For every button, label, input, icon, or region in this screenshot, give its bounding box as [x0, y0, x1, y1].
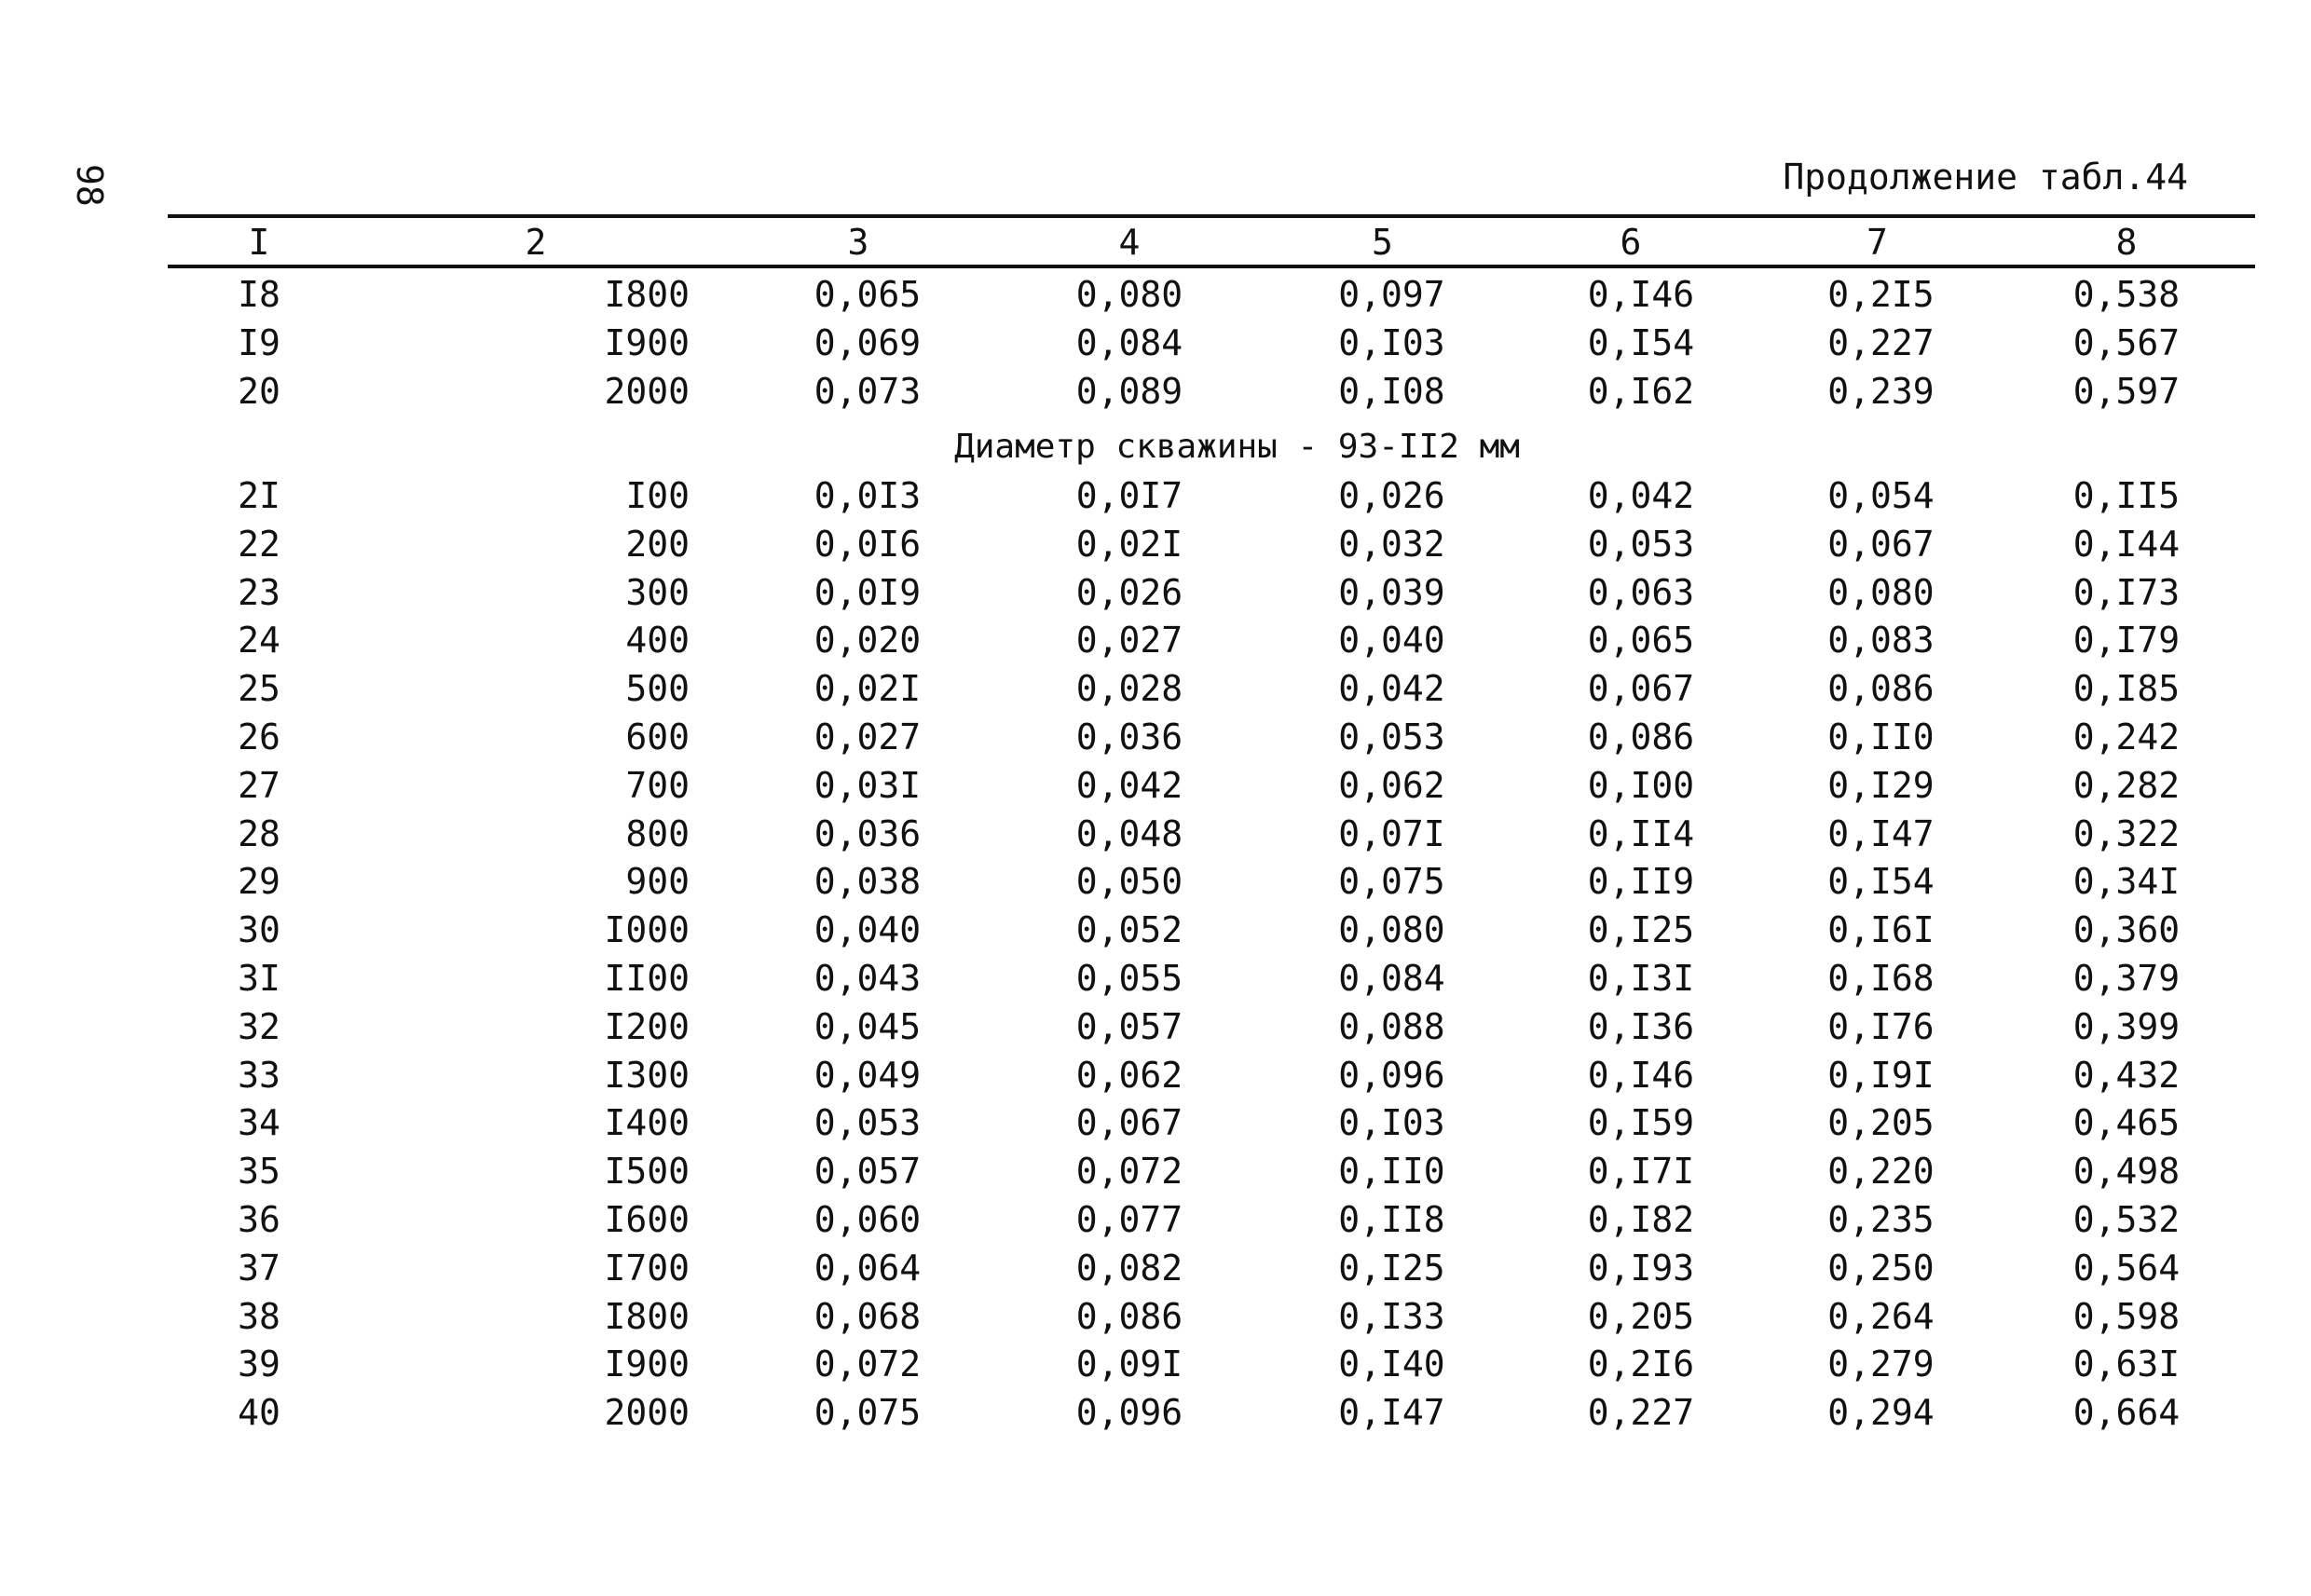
table-cell: 0,279	[1827, 1344, 1935, 1385]
table-cell: 500	[625, 668, 690, 710]
table-cell: 28	[238, 812, 280, 854]
table-row	[168, 1051, 2255, 1099]
table-cell: 20	[238, 370, 280, 412]
table-cell: 0,042	[1338, 668, 1445, 710]
table-cell: 0,097	[1338, 274, 1445, 315]
table-cell: 0,II9	[1587, 861, 1695, 903]
table-cell: 0,096	[1338, 1054, 1445, 1096]
column-header: 7	[1867, 222, 1888, 263]
table-cell: 0,I36	[1587, 1005, 1695, 1047]
table-row	[168, 568, 2255, 617]
table-cell: 0,053	[1338, 716, 1445, 757]
table-cell: 0,227	[1827, 321, 1935, 363]
table-cell: 0,080	[1075, 274, 1183, 315]
table-cell: 0,I29	[1827, 764, 1935, 806]
table-cell: 0,0I7	[1075, 475, 1183, 516]
table-cell: 0,322	[2072, 812, 2181, 854]
table-cell: 0,068	[814, 1295, 922, 1337]
table-row	[168, 857, 2255, 906]
table-cell: 0,063	[1587, 571, 1695, 613]
table-cell: 0,205	[1587, 1295, 1695, 1337]
table-cell: 0,084	[1338, 958, 1445, 999]
table-row	[168, 319, 2255, 367]
table-cell: 0,465	[2072, 1102, 2181, 1144]
table-cell: 0,II0	[1338, 1151, 1445, 1193]
table-cell: 0,053	[814, 1102, 922, 1144]
table-cell: 0,II4	[1587, 812, 1695, 854]
table-cell: 0,498	[2072, 1151, 2181, 1193]
table-cell: I900	[604, 321, 690, 363]
table-cell: 0,I33	[1338, 1295, 1445, 1337]
table-cell: 0,II5	[2072, 475, 2181, 516]
table-cell: 0,360	[2072, 909, 2181, 951]
table-cell: 0,432	[2072, 1054, 2181, 1096]
table-cell: 0,036	[814, 812, 922, 854]
table-cell: 0,264	[1827, 1295, 1935, 1337]
table-cell: 0,0I6	[814, 523, 922, 565]
table-row	[168, 713, 2255, 761]
table-row	[168, 471, 2255, 520]
table-cell: 0,I73	[2072, 571, 2181, 613]
table-cell: I800	[604, 1295, 690, 1337]
table-cell: 0,062	[1075, 1054, 1183, 1096]
table-cell: 0,083	[1827, 620, 1935, 662]
table-cell: 0,379	[2072, 958, 2181, 999]
table-cell: 0,020	[814, 620, 922, 662]
table-cell: 24	[238, 620, 280, 662]
column-header: I	[248, 222, 270, 263]
table-cell: 27	[238, 764, 280, 806]
column-header: 8	[2115, 222, 2138, 263]
table-cell: 300	[625, 571, 690, 613]
column-header: 5	[1372, 222, 1393, 263]
table-row	[168, 520, 2255, 568]
table-cell: 0,227	[1587, 1392, 1695, 1434]
table-cell: 0,I62	[1587, 370, 1695, 412]
table-cell: 800	[625, 812, 690, 854]
table-cell: 26	[238, 716, 280, 757]
table-cell: 0,086	[1827, 668, 1935, 710]
table-cell: 34	[238, 1102, 280, 1144]
table-cell: 0,I54	[1587, 321, 1695, 363]
table-cell: 0,084	[1075, 321, 1183, 363]
table-cell: 0,I44	[2072, 523, 2181, 565]
table-cell: 0,03I	[814, 764, 922, 806]
table-cell: 0,I03	[1338, 1102, 1445, 1144]
table-cell: 0,042	[1587, 475, 1695, 516]
table-cell: 37	[238, 1247, 280, 1289]
table-cell: I000	[604, 909, 690, 951]
table-cell: 0,057	[1075, 1005, 1183, 1047]
table-cell: 0,239	[1827, 370, 1935, 412]
table-row	[168, 761, 2255, 810]
table-cell: 0,075	[814, 1392, 922, 1434]
table-cell: 0,088	[1338, 1005, 1445, 1047]
table-cell: 0,072	[814, 1344, 922, 1385]
table-cell: I400	[604, 1102, 690, 1144]
table-cell: 0,036	[1075, 716, 1183, 757]
table-cell: 23	[238, 571, 280, 613]
table-cell: 0,045	[814, 1005, 922, 1047]
table-cell: 0,250	[1827, 1247, 1935, 1289]
table-cell: 0,073	[814, 370, 922, 412]
table-cell: I300	[604, 1054, 690, 1096]
table-cell: 0,399	[2072, 1005, 2181, 1047]
table-cell: 0,089	[1075, 370, 1183, 412]
table-cell: I600	[604, 1199, 690, 1240]
table-cell: 0,082	[1075, 1247, 1183, 1289]
table-cell: 36	[238, 1199, 280, 1240]
table-cell: I800	[604, 274, 690, 315]
table-cell: 35	[238, 1151, 280, 1193]
table-cell: 0,I46	[1587, 274, 1695, 315]
table-cell: 0,664	[2072, 1392, 2181, 1434]
table-cell: 0,057	[814, 1151, 922, 1193]
table-cell: 0,242	[2072, 716, 2181, 757]
table-cell: 0,040	[814, 909, 922, 951]
table-cell: 0,069	[814, 321, 922, 363]
table-cell: 2000	[604, 1392, 690, 1434]
table-cell: 0,067	[1587, 668, 1695, 710]
table-row	[168, 664, 2255, 713]
table-cell: 200	[625, 523, 690, 565]
table-cell: 0,09I	[1075, 1344, 1183, 1385]
table-cell: 0,220	[1827, 1151, 1935, 1193]
table-cell: 0,032	[1338, 523, 1445, 565]
table-cell: 0,I08	[1338, 370, 1445, 412]
table-cell: 0,II8	[1338, 1199, 1445, 1240]
table-cell: 0,026	[1075, 571, 1183, 613]
table-cell: 0,I47	[1827, 812, 1935, 854]
table-cell: 0,02I	[814, 668, 922, 710]
table-cell: 0,I68	[1827, 958, 1935, 999]
table-cell: I200	[604, 1005, 690, 1047]
table-cell: 0,050	[1075, 861, 1183, 903]
table-cell: 33	[238, 1054, 280, 1096]
table-row	[168, 1147, 2255, 1195]
table-cell: 0,086	[1075, 1295, 1183, 1337]
table-cell: 0,I79	[2072, 620, 2181, 662]
table-cell: 900	[625, 861, 690, 903]
table-cell: 0,080	[1827, 571, 1935, 613]
table-cell: 2I	[238, 475, 280, 516]
table-cell: 38	[238, 1295, 280, 1337]
table-caption: Продолжение табл.44	[1783, 157, 2188, 198]
table-cell: 0,026	[1338, 475, 1445, 516]
table-cell: 0,07I	[1338, 812, 1445, 854]
table-cell: 0,567	[2072, 321, 2181, 363]
table-cell: I900	[604, 1344, 690, 1385]
table-cell: 0,075	[1338, 861, 1445, 903]
table-row	[168, 906, 2255, 954]
table-cell: 0,63I	[2072, 1344, 2181, 1385]
table-cell: 0,I03	[1338, 321, 1445, 363]
table-cell: 0,I00	[1587, 764, 1695, 806]
table-cell: 0,054	[1827, 475, 1935, 516]
table-cell: 0,039	[1338, 571, 1445, 613]
table-cell: 25	[238, 668, 280, 710]
table-cell: 0,2I6	[1587, 1344, 1695, 1385]
table-cell: 0,02I	[1075, 523, 1183, 565]
table-cell: I500	[604, 1151, 690, 1193]
table-cell: 0,0I3	[814, 475, 922, 516]
table-cell: 0,I25	[1338, 1247, 1445, 1289]
table-cell: 22	[238, 523, 280, 565]
column-header: 4	[1118, 222, 1141, 263]
table-cell: 0,067	[1827, 523, 1935, 565]
table-cell: 0,052	[1075, 909, 1183, 951]
table-cell: 0,062	[1338, 764, 1445, 806]
table-cell: 0,I47	[1338, 1392, 1445, 1434]
table-cell: 0,086	[1587, 716, 1695, 757]
table-cell: 0,096	[1075, 1392, 1183, 1434]
table-cell: 0,060	[814, 1199, 922, 1240]
table-cell: 0,I82	[1587, 1199, 1695, 1240]
table-cell: 0,I3I	[1587, 958, 1695, 999]
table-cell: 0,I54	[1827, 861, 1935, 903]
table-cell: 0,282	[2072, 764, 2181, 806]
table-cell: 0,I46	[1587, 1054, 1695, 1096]
table-cell: 0,042	[1075, 764, 1183, 806]
table-cell: 29	[238, 861, 280, 903]
table-cell: I700	[604, 1247, 690, 1289]
table-cell: 0,040	[1338, 620, 1445, 662]
table-cell: 0,I85	[2072, 668, 2181, 710]
table-row	[168, 1340, 2255, 1388]
table-cell: I8	[238, 274, 280, 315]
table-cell: 0,077	[1075, 1199, 1183, 1240]
table-row	[168, 1098, 2255, 1147]
table-cell: 0,I6I	[1827, 909, 1935, 951]
table-cell: 0,II0	[1827, 716, 1935, 757]
table-cell: 0,053	[1587, 523, 1695, 565]
table-cell: 0,564	[2072, 1247, 2181, 1289]
table-row	[168, 367, 2255, 416]
table-cell: 0,064	[814, 1247, 922, 1289]
table-cell: 3I	[238, 958, 280, 999]
data-table	[168, 207, 2255, 1444]
table-row	[168, 1195, 2255, 1244]
column-header: 2	[525, 222, 547, 263]
table-cell: 2000	[604, 370, 690, 412]
table-cell: 0,038	[814, 861, 922, 903]
table-cell: 0,027	[1075, 620, 1183, 662]
table-cell: 0,I7I	[1587, 1151, 1695, 1193]
table-cell: 0,34I	[2072, 861, 2181, 903]
table-cell: 0,235	[1827, 1199, 1935, 1240]
column-header: 6	[1620, 222, 1642, 263]
table-cell: 0,I40	[1338, 1344, 1445, 1385]
table-cell: 0,043	[814, 958, 922, 999]
table-cell: 0,I76	[1827, 1005, 1935, 1047]
table-cell: 0,597	[2072, 370, 2181, 412]
table-cell: 0,532	[2072, 1199, 2181, 1240]
page-number: 98	[69, 164, 110, 207]
table-cell: II00	[604, 958, 690, 999]
table-cell: 32	[238, 1005, 280, 1047]
table-cell: 0,028	[1075, 668, 1183, 710]
table-cell: 0,205	[1827, 1102, 1935, 1144]
table-row	[168, 1244, 2255, 1292]
table-cell: 0,598	[2072, 1295, 2181, 1337]
table-cell: 40	[238, 1392, 280, 1434]
table-row	[168, 810, 2255, 858]
table-row	[168, 1388, 2255, 1437]
table-cell: 0,048	[1075, 812, 1183, 854]
table-cell: I9	[238, 321, 280, 363]
table-cell: 0,0I9	[814, 571, 922, 613]
table-cell: 0,065	[814, 274, 922, 315]
table-cell: 0,I93	[1587, 1247, 1695, 1289]
table-cell: 30	[238, 909, 280, 951]
table-row	[168, 616, 2255, 664]
column-header: 3	[847, 222, 869, 263]
table-row	[168, 270, 2255, 319]
table-cell: 0,049	[814, 1054, 922, 1096]
table-row	[168, 954, 2255, 1003]
table-cell: 39	[238, 1344, 280, 1385]
table-cell: 0,055	[1075, 958, 1183, 999]
table-cell: 600	[625, 716, 690, 757]
table-cell: 0,027	[814, 716, 922, 757]
table-row	[168, 1003, 2255, 1051]
table-row	[168, 1292, 2255, 1341]
table-cell: 0,072	[1075, 1151, 1183, 1193]
table-header-row	[168, 218, 2255, 266]
table-cell: 0,065	[1587, 620, 1695, 662]
table-cell: 0,538	[2072, 274, 2181, 315]
section-title: Диаметр скважины - 93-II2 мм	[718, 423, 1757, 471]
table-cell: 400	[625, 620, 690, 662]
table-cell: 0,067	[1075, 1102, 1183, 1144]
table-cell: 0,080	[1338, 909, 1445, 951]
table-cell: 0,I9I	[1827, 1054, 1935, 1096]
table-cell: 0,294	[1827, 1392, 1935, 1434]
table-cell: 0,I59	[1587, 1102, 1695, 1144]
table-cell: 0,I25	[1587, 909, 1695, 951]
table-cell: 0,2I5	[1827, 274, 1935, 315]
table-cell: I00	[625, 475, 690, 516]
table-cell: 700	[625, 764, 690, 806]
